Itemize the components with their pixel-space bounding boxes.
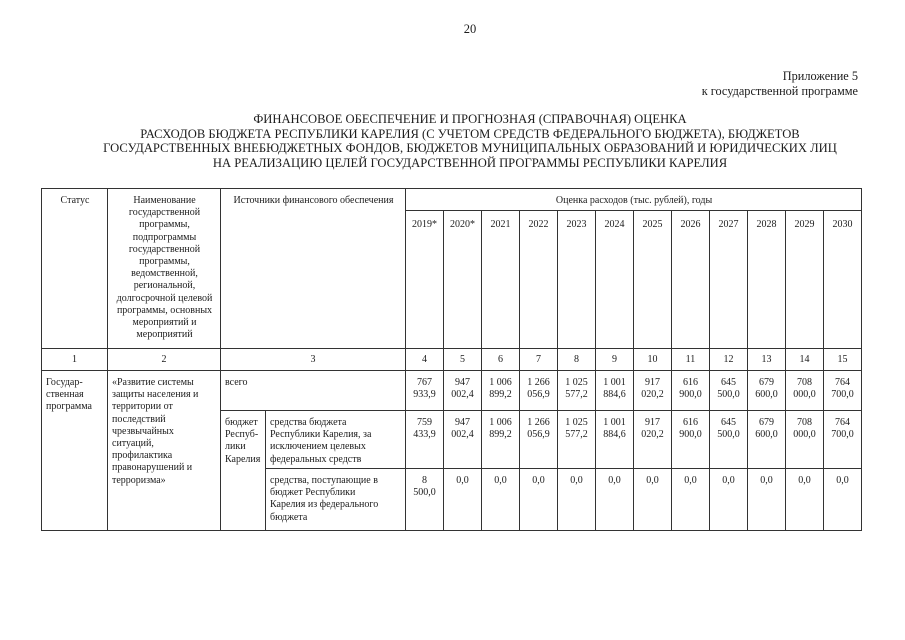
- value-cell: [672, 469, 710, 531]
- year-header-2022: 2022: [520, 211, 558, 349]
- value-cell: [520, 371, 558, 411]
- value-federal-funds-2024: 0,0: [608, 475, 621, 486]
- source-federal-funds: средства, поступающие в бюджет Республики Карелия из федерального бюджета: [266, 469, 406, 531]
- year-header-2030: 2030: [824, 211, 862, 349]
- value-total-2021: 1 006 899,2: [489, 377, 512, 401]
- value-cell: [748, 371, 786, 411]
- value-cell: [824, 371, 862, 411]
- value-cell: [558, 411, 596, 469]
- column-number-1: 1: [42, 349, 108, 371]
- value-cell: [520, 411, 558, 469]
- year-header-2026: 2026: [672, 211, 710, 349]
- value-federal-funds-2022: 0,0: [532, 475, 545, 486]
- value-total-2029: 708 000,0: [793, 377, 816, 401]
- column-number-8: 8: [558, 349, 596, 371]
- value-cell: [634, 411, 672, 469]
- value-regional-funds-2026: 616 900,0: [679, 417, 702, 441]
- value-federal-funds-2029: 0,0: [798, 475, 811, 486]
- status-header: Статус: [42, 189, 108, 349]
- year-header-2024: 2024: [596, 211, 634, 349]
- value-federal-funds-2026: 0,0: [684, 475, 697, 486]
- value-total-2022: 1 266 056,9: [527, 377, 550, 401]
- value-federal-funds-2020: 0,0: [456, 475, 469, 486]
- source-total: всего: [221, 371, 406, 411]
- value-cell: [748, 411, 786, 469]
- column-number-13: 13: [748, 349, 786, 371]
- value-cell: [558, 371, 596, 411]
- value-federal-funds-2021: 0,0: [494, 475, 507, 486]
- title-line: РАСХОДОВ БЮДЖЕТА РЕСПУБЛИКИ КАРЕЛИЯ (С УЧЕТОМ СРЕДСТВ ФЕДЕРАЛЬНОГО БЮДЖЕТА), БЮДЖЕТОВ: [140, 126, 800, 141]
- column-number-11: 11: [672, 349, 710, 371]
- value-cell: [634, 371, 672, 411]
- value-regional-funds-2020: 947 002,4: [451, 417, 474, 441]
- value-cell: [786, 469, 824, 531]
- name-header: Наименование государственной программы, подпрограммы государственной программы, ведомственной, региональной, долгосрочной целевой программы, основных мероприятий и мероприятий: [108, 189, 221, 349]
- value-cell: [710, 469, 748, 531]
- source-regional-funds: средства бюджета Республики Карелия, за исключением целевых федеральных средств: [266, 411, 406, 469]
- program-name: «Развитие системы защиты населения и территории от последствий чрезвычайных ситуаций, профилактика правонарушений и терроризма»: [108, 371, 221, 531]
- year-header-2023: 2023: [558, 211, 596, 349]
- year-header-2020: 2020*: [444, 211, 482, 349]
- value-regional-funds-2028: 679 600,0: [755, 417, 778, 441]
- value-total-2025: 917 020,2: [641, 377, 664, 401]
- value-total-2026: 616 900,0: [679, 377, 702, 401]
- value-cell: [444, 411, 482, 469]
- value-cell: [520, 469, 558, 531]
- value-regional-funds-2027: 645 500,0: [717, 417, 740, 441]
- value-federal-funds-2028: 0,0: [760, 475, 773, 486]
- header-row: [42, 189, 862, 211]
- column-number-6: 6: [482, 349, 520, 371]
- year-header-2027: 2027: [710, 211, 748, 349]
- value-cell: [596, 469, 634, 531]
- value-cell: [710, 371, 748, 411]
- value-cell: [748, 469, 786, 531]
- value-cell: [444, 371, 482, 411]
- page-number: 20: [463, 22, 477, 36]
- value-federal-funds-2023: 0,0: [570, 475, 583, 486]
- value-regional-funds-2029: 708 000,0: [793, 417, 816, 441]
- estimate-header: Оценка расходов (тыс. рублей), годы: [406, 189, 862, 211]
- value-cell: [444, 469, 482, 531]
- appendix-subtitle: к государственной программе: [701, 84, 858, 98]
- value-regional-funds-2030: 764 700,0: [831, 417, 854, 441]
- value-federal-funds-2027: 0,0: [722, 475, 735, 486]
- value-cell: [558, 469, 596, 531]
- value-cell: [482, 411, 520, 469]
- column-number-15: 15: [824, 349, 862, 371]
- value-total-2030: 764 700,0: [831, 377, 854, 401]
- year-header-2028: 2028: [748, 211, 786, 349]
- value-total-2020: 947 002,4: [451, 377, 474, 401]
- program-status: Государ- ственная программа: [42, 371, 108, 531]
- value-cell: [406, 411, 444, 469]
- value-regional-funds-2025: 917 020,2: [641, 417, 664, 441]
- column-number-9: 9: [596, 349, 634, 371]
- column-number-12: 12: [710, 349, 748, 371]
- value-cell: [824, 411, 862, 469]
- budget-group-label: бюджет Респуб- лики Карелия: [221, 411, 266, 531]
- value-total-2027: 645 500,0: [717, 377, 740, 401]
- column-number-10: 10: [634, 349, 672, 371]
- value-regional-funds-2023: 1 025 577,2: [565, 417, 588, 441]
- value-cell: [634, 469, 672, 531]
- value-cell: [406, 469, 444, 531]
- value-regional-funds-2022: 1 266 056,9: [527, 417, 550, 441]
- column-number-4: 4: [406, 349, 444, 371]
- value-cell: [596, 411, 634, 469]
- title-line: ГОСУДАРСТВЕННЫХ ВНЕБЮДЖЕТНЫХ ФОНДОВ, БЮДЖЕТОВ МУНИЦИПАЛЬНЫХ ОБРАЗОВАНИЙ И ЮРИДИЧЕСКИХ ЛИЦ: [103, 141, 837, 156]
- value-total-2023: 1 025 577,2: [565, 377, 588, 401]
- column-number-2: 2: [108, 349, 221, 371]
- value-cell: [482, 371, 520, 411]
- value-cell: [786, 371, 824, 411]
- year-header-2025: 2025: [634, 211, 672, 349]
- value-cell: [710, 411, 748, 469]
- value-cell: [672, 411, 710, 469]
- funding-table: [41, 188, 862, 531]
- year-header-2021: 2021: [482, 211, 520, 349]
- appendix-note: [702, 69, 858, 99]
- column-number-3: 3: [221, 349, 406, 371]
- value-cell: [406, 371, 444, 411]
- column-numbers-row: [42, 349, 862, 371]
- sources-header: Источники финансового обеспечения: [221, 189, 406, 349]
- table-row-total: [42, 371, 862, 411]
- value-total-2028: 679 600,0: [755, 377, 778, 401]
- value-regional-funds-2019: 759 433,9: [413, 417, 436, 441]
- value-cell: [786, 411, 824, 469]
- column-number-5: 5: [444, 349, 482, 371]
- value-total-2019: 767 933,9: [413, 377, 436, 401]
- value-regional-funds-2021: 1 006 899,2: [489, 417, 512, 441]
- value-cell: [824, 469, 862, 531]
- year-header-2029: 2029: [786, 211, 824, 349]
- title-line: ФИНАНСОВОЕ ОБЕСПЕЧЕНИЕ И ПРОГНОЗНАЯ (СПРАВОЧНАЯ) ОЦЕНКА: [253, 112, 687, 126]
- document-title: [40, 112, 900, 170]
- appendix-label: Приложение 5: [782, 69, 858, 83]
- value-federal-funds-2019: 8 500,0: [413, 475, 436, 499]
- column-number-14: 14: [786, 349, 824, 371]
- year-header-2019: 2019*: [406, 211, 444, 349]
- title-line: НА РЕАЛИЗАЦИЮ ЦЕЛЕЙ ГОСУДАРСТВЕННОЙ ПРОГРАММЫ РЕСПУБЛИКИ КАРЕЛИЯ: [212, 155, 728, 170]
- value-cell: [672, 371, 710, 411]
- value-federal-funds-2030: 0,0: [836, 475, 849, 486]
- value-cell: [596, 371, 634, 411]
- column-number-7: 7: [520, 349, 558, 371]
- value-cell: [482, 469, 520, 531]
- value-total-2024: 1 001 884,6: [603, 377, 626, 401]
- value-regional-funds-2024: 1 001 884,6: [603, 417, 626, 441]
- value-federal-funds-2025: 0,0: [646, 475, 659, 486]
